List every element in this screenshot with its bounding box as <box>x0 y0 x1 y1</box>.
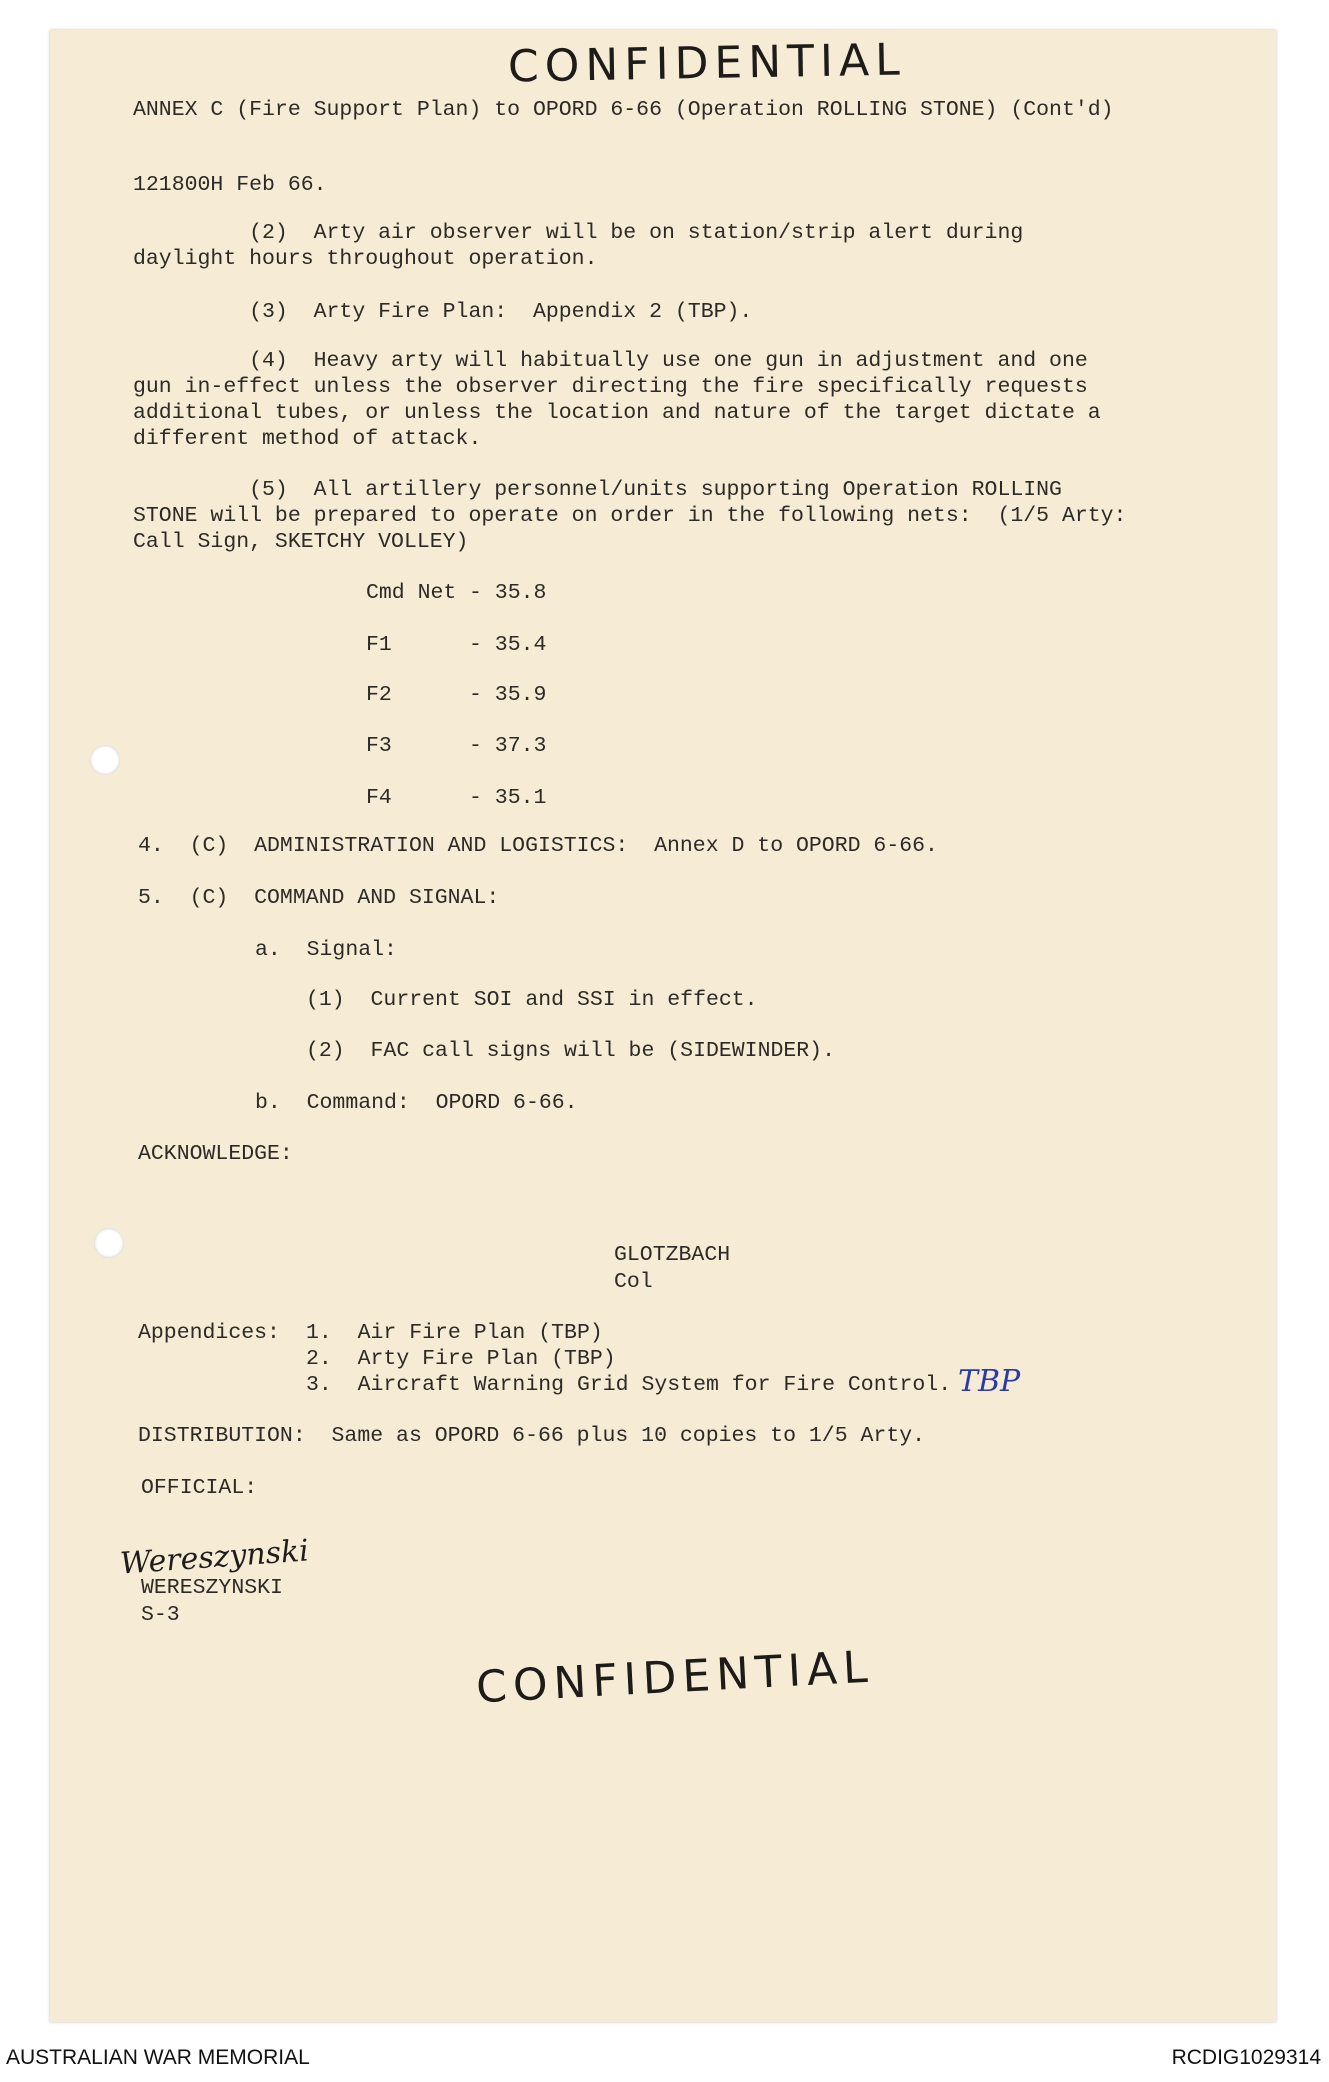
official-title: S-3 <box>141 1603 180 1627</box>
appendix-item: 1. Air Fire Plan (TBP) <box>306 1321 603 1345</box>
header-line: ANNEX C (Fire Support Plan) to OPORD 6-66 (Operation ROLLING STONE) (Cont'd) <box>133 98 1114 122</box>
official-signature: Wereszynski <box>119 1533 310 1582</box>
signal-item-2: (2) FAC call signs will be (SIDEWINDER). <box>306 1039 835 1063</box>
net-name: F4 <box>366 786 392 810</box>
net-name: Cmd Net <box>366 581 457 605</box>
net-frequency: - 35.9 <box>469 683 547 707</box>
header-stamp: CONFIDENTIAL <box>507 34 907 93</box>
para-4-line-2: gun in-effect unless the observer directing the fire specifically requests <box>133 375 1088 399</box>
official-label: OFFICIAL: <box>141 1476 258 1500</box>
appendix-handwritten-note: TBP <box>958 1364 1021 1399</box>
acknowledge-label: ACKNOWLEDGE: <box>138 1142 293 1166</box>
signer-rank: Col <box>614 1270 653 1294</box>
signal-item-1: (1) Current SOI and SSI in effect. <box>306 988 758 1012</box>
archive-credit: AUSTRALIAN WAR MEMORIAL <box>6 2046 310 2069</box>
punch-hole-top <box>90 745 120 775</box>
net-frequency: - 35.4 <box>469 633 547 657</box>
net-frequency: - 35.8 <box>469 581 547 605</box>
distribution-line: DISTRIBUTION: Same as OPORD 6-66 plus 10 copies to 1/5 Arty. <box>138 1424 926 1448</box>
para-4-line-1: (4) Heavy arty will habitually use one gun in adjustment and one <box>133 349 1088 373</box>
archive-id: RCDIG1029314 <box>1171 2046 1321 2069</box>
signal-heading: a. Signal: <box>255 938 397 962</box>
punch-hole-bottom <box>94 1228 124 1258</box>
para-4-line-4: different method of attack. <box>133 427 482 451</box>
net-frequency: - 37.3 <box>469 734 547 758</box>
document-sheet <box>50 30 1276 2022</box>
para-5-line-1: (5) All artillery personnel/units supporting Operation ROLLING <box>133 478 1062 502</box>
net-name: F2 <box>366 683 392 707</box>
para-5-line-2: STONE will be prepared to operate on order in the following nets: (1/5 Arty: <box>133 504 1127 528</box>
official-name: WERESZYNSKI <box>141 1576 283 1600</box>
para-4-line-3: additional tubes, or unless the location and nature of the target dictate a <box>133 401 1101 425</box>
appendix-item: 3. Aircraft Warning Grid System for Fire Control. <box>306 1373 952 1397</box>
date-line: 121800H Feb 66. <box>133 173 327 197</box>
net-frequency: - 35.1 <box>469 786 547 810</box>
net-name: F1 <box>366 633 392 657</box>
command-line: b. Command: OPORD 6-66. <box>255 1091 578 1115</box>
net-name: F3 <box>366 734 392 758</box>
appendix-item: 2. Arty Fire Plan (TBP) <box>306 1347 616 1371</box>
para-2-line-2: daylight hours throughout operation. <box>133 247 598 271</box>
signer-name: GLOTZBACH <box>614 1243 731 1267</box>
section-5: 5. (C) COMMAND AND SIGNAL: <box>138 886 500 910</box>
footer-stamp: CONFIDENTIAL <box>474 1641 875 1714</box>
para-2-line-1: (2) Arty air observer will be on station/strip alert during <box>133 221 1024 245</box>
appendices-label: Appendices: <box>138 1321 280 1345</box>
para-3: (3) Arty Fire Plan: Appendix 2 (TBP). <box>133 300 753 324</box>
section-4: 4. (C) ADMINISTRATION AND LOGISTICS: Annex D to OPORD 6-66. <box>138 834 938 858</box>
para-5-line-3: Call Sign, SKETCHY VOLLEY) <box>133 530 469 554</box>
